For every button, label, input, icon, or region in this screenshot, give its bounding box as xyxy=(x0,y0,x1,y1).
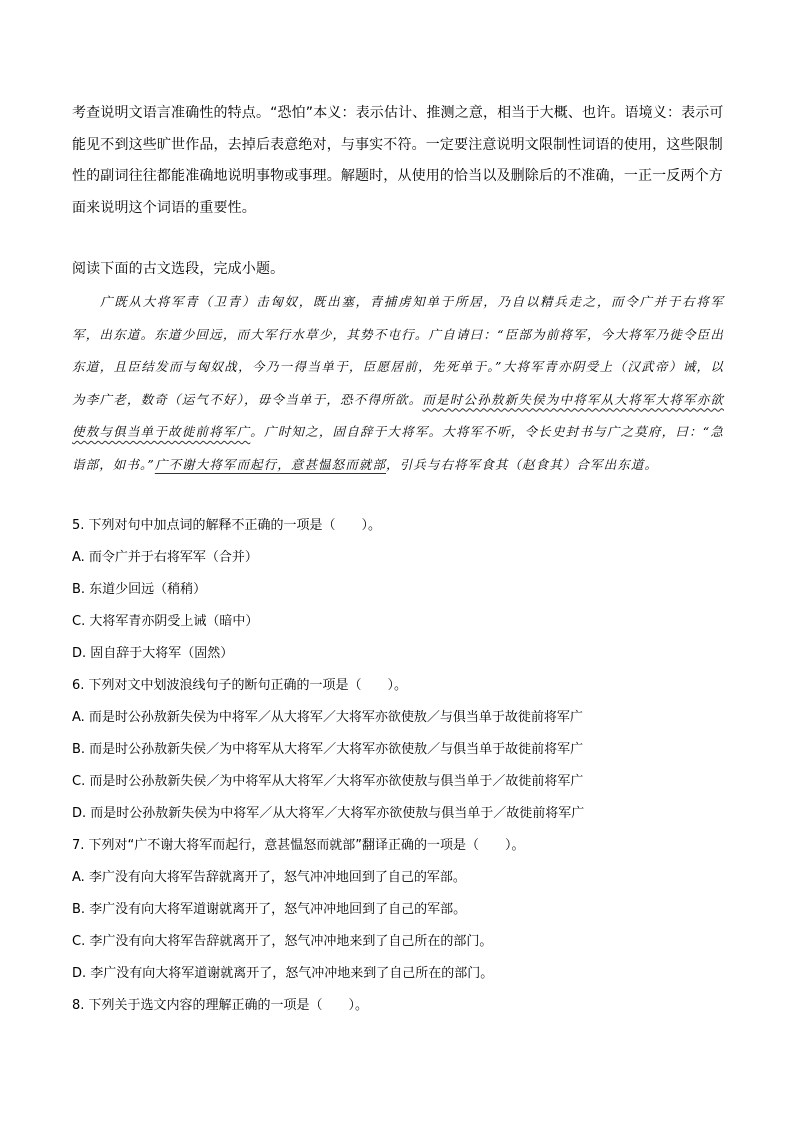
question-7-stem: 7. 下列对“广不谢大将军而起行，意甚愠怒而就部”翻译正确的一项是（ ）。 xyxy=(72,838,525,853)
reading-instruction: 阅读下面的古文选段，完成小题。 xyxy=(72,261,285,277)
question-7-option-d: D. 李广没有向大将军道谢就离开了，怒气冲冲地来到了自己所在的部门。 xyxy=(72,966,494,981)
question-6-option-c: C. 而是时公孙敖新失侯／为中将军从大将军／大将军亦欲使敖与俱当单于／故徙前将军广 xyxy=(72,774,584,789)
question-list xyxy=(72,510,724,1022)
question-6-option-d: D. 而是时公孙敖新失侯为中将军／从大将军／大将军亦欲使敖与俱当单于／故徙前将军广 xyxy=(72,806,585,821)
question-6-option-b: B. 而是时公孙敖新失侯／为中将军从大将军／大将军亦欲使敖／与俱当单于故徙前将军广 xyxy=(72,742,584,757)
question-5-stem: 5. 下列对句中加点词的解释不正确的一项是（ ）。 xyxy=(72,518,382,533)
question-5-option-b: B. 东道少回远（稍稍） xyxy=(72,582,207,597)
question-8-stem: 8. 下列关于选文内容的理解正确的一项是（ ）。 xyxy=(72,998,369,1013)
question-6-stem: 6. 下列对文中划波浪线句子的断句正确的一项是（ ）。 xyxy=(72,678,408,693)
passage-text-part-2: 。广时知之，固自辞于大将军。大将军不听，令长史封书与广之莫府，曰：“急诣部，如书。” xyxy=(72,424,724,472)
question-5-option-d: D. 固自辞于大将军（固然） xyxy=(72,646,234,661)
classical-chinese-passage xyxy=(72,286,724,481)
question-7-option-a: A. 李广没有向大将军告辞就离开了，怒气冲冲地回到了自己的军部。 xyxy=(72,870,466,885)
passage-text-part-1: 广既从大将军青（卫青）击匈奴，既出塞，青捕虏知单于所居，乃自以精兵走之，而令广并于右将军军，出东道。东道少回远，而大军行水草少，其势不屯行。广自请曰：“臣部为前将军，今大将军乃徙令臣出东道，且臣结发而与匈奴战，今乃一得当单于，臣愿居前，先死单于。”大将军青亦阴受上（汉武帝）诫，以为李广老，数奇（运气不好），毋令当单于，恐不得所欲。 xyxy=(72,294,724,407)
answer-analysis-paragraph: 考查说明文语言准确性的特点。“恐怕”本义：表示估计、推测之意，相当于大概、也许。语境义：表示可能见不到这些旷世作品，去掉后表意绝对，与事实不符。一定要注意说明文限制性词语的使用，这些限制性的副词往往都能准确地说明事物或事理。解题时，从使用的恰当以及删除后的不准确，一正一反两个方面来说明这个词语的重要性。 xyxy=(72,105,724,216)
passage-text-part-3: ，引兵与右将军食其（赵食其）合军出东道。 xyxy=(386,456,659,472)
question-7-option-b: B. 李广没有向大将军道谢就离开了，怒气冲冲地回到了自己的军部。 xyxy=(72,902,467,917)
question-5-option-a: A. 而令广并于右将军军（合并） xyxy=(72,550,258,565)
underlined-sentence: 广不谢大将军而起行，意甚愠怒而就部 xyxy=(154,456,387,472)
question-5-option-c: C. 大将军青亦阴受上诫（暗中） xyxy=(72,614,259,629)
wavy-underlined-sentence: 而是时公孙敖新失侯为中将军从大将军大将军亦欲使敖与俱当单于故徙前将军广 xyxy=(72,391,724,439)
question-7-option-c: C. 李广没有向大将军告辞就离开了，怒气冲冲地来到了自己所在的部门。 xyxy=(72,934,493,949)
question-6-option-a: A. 而是时公孙敖新失侯为中将军／从大将军／大将军亦欲使敖／与俱当单于故徙前将军广 xyxy=(72,710,583,725)
